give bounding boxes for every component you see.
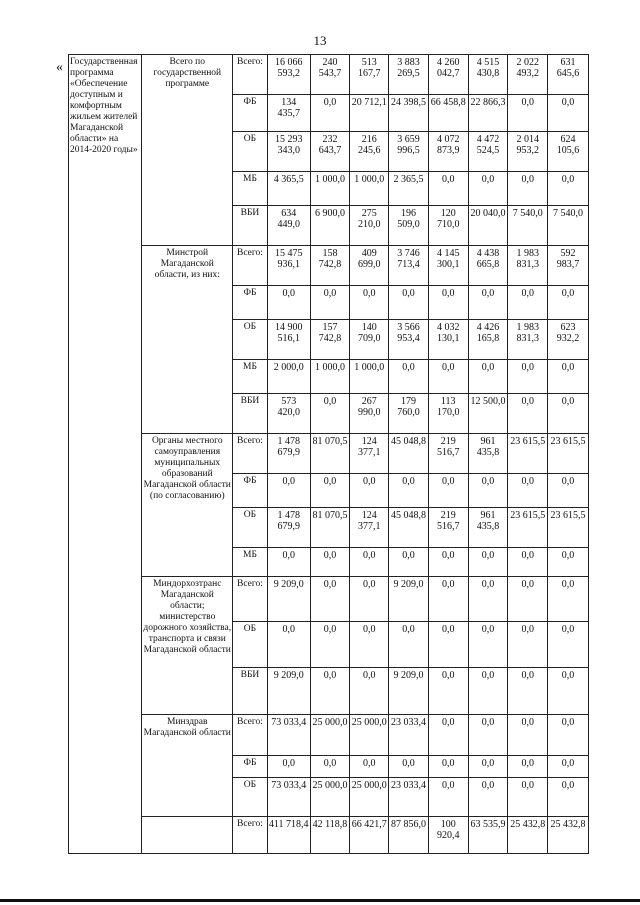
table-row bbox=[69, 246, 589, 286]
amount-cell: 0,0 bbox=[428, 756, 468, 778]
amount-cell: 1 478 679,9 bbox=[267, 434, 310, 474]
amount-cell: 0,0 bbox=[267, 756, 310, 778]
amount-cell: 0,0 bbox=[350, 668, 389, 715]
table-row bbox=[69, 577, 589, 622]
amount-cell: 9 209,0 bbox=[389, 577, 429, 622]
amount-cell: 267 990,0 bbox=[350, 394, 389, 434]
amount-cell: 573 420,0 bbox=[267, 394, 310, 434]
amount-cell: 592 983,7 bbox=[548, 246, 589, 286]
amount-cell: 0,0 bbox=[548, 360, 589, 394]
amount-cell: 12 500,0 bbox=[468, 394, 508, 434]
amount-cell: 0,0 bbox=[548, 668, 589, 715]
amount-cell: 120 710,0 bbox=[428, 206, 468, 246]
amount-cell: 0,0 bbox=[468, 778, 508, 817]
amount-cell: 0,0 bbox=[428, 778, 468, 817]
amount-cell: 961 435,8 bbox=[468, 508, 508, 548]
funding-source: ФБ bbox=[233, 474, 268, 508]
amount-cell: 0,0 bbox=[350, 474, 389, 508]
amount-cell: 15 293 343,0 bbox=[267, 132, 310, 172]
funding-source: МБ bbox=[233, 360, 268, 394]
amount-cell: 23 033,4 bbox=[389, 778, 429, 817]
amount-cell: 0,0 bbox=[310, 394, 350, 434]
amount-cell: 25 000,0 bbox=[350, 715, 389, 756]
amount-cell: 3 746 713,4 bbox=[389, 246, 429, 286]
amount-cell: 1 478 679,9 bbox=[267, 508, 310, 548]
amount-cell: 0,0 bbox=[310, 548, 350, 577]
amount-cell: 73 033,4 bbox=[267, 778, 310, 817]
funding-source: ВБИ bbox=[233, 394, 268, 434]
amount-cell: 1 983 831,3 bbox=[508, 320, 548, 360]
amount-cell: 219 516,7 bbox=[428, 434, 468, 474]
amount-cell: 0,0 bbox=[428, 474, 468, 508]
funding-source: МБ bbox=[233, 548, 268, 577]
amount-cell: 124 377,1 bbox=[350, 434, 389, 474]
amount-cell: 140 709,0 bbox=[350, 320, 389, 360]
amount-cell: 23 615,5 bbox=[508, 434, 548, 474]
amount-cell: 0,0 bbox=[310, 756, 350, 778]
amount-cell: 0,0 bbox=[468, 622, 508, 668]
amount-cell: 23 615,5 bbox=[508, 508, 548, 548]
amount-cell: 0,0 bbox=[508, 95, 548, 132]
amount-cell: 0,0 bbox=[508, 756, 548, 778]
amount-cell: 0,0 bbox=[310, 474, 350, 508]
funding-source: ОБ bbox=[233, 320, 268, 360]
amount-cell: 0,0 bbox=[350, 756, 389, 778]
amount-cell: 0,0 bbox=[548, 756, 589, 778]
amount-cell: 623 932,2 bbox=[548, 320, 589, 360]
amount-cell: 4 260 042,7 bbox=[428, 55, 468, 95]
amount-cell: 0,0 bbox=[508, 622, 548, 668]
amount-cell: 0,0 bbox=[468, 577, 508, 622]
amount-cell: 0,0 bbox=[548, 715, 589, 756]
amount-cell: 232 643,7 bbox=[310, 132, 350, 172]
amount-cell: 124 377,1 bbox=[350, 508, 389, 548]
amount-cell: 4 365,5 bbox=[267, 172, 310, 206]
amount-cell: 0,0 bbox=[310, 95, 350, 132]
amount-cell: 9 209,0 bbox=[267, 577, 310, 622]
amount-cell: 45 048,8 bbox=[389, 508, 429, 548]
amount-cell: 81 070,5 bbox=[310, 508, 350, 548]
funding-source: ФБ bbox=[233, 756, 268, 778]
amount-cell: 25 432,8 bbox=[508, 817, 548, 854]
amount-cell: 624 105,6 bbox=[548, 132, 589, 172]
amount-cell: 6 900,0 bbox=[310, 206, 350, 246]
amount-cell: 0,0 bbox=[508, 668, 548, 715]
amount-cell: 0,0 bbox=[350, 286, 389, 320]
amount-cell: 73 033,4 bbox=[267, 715, 310, 756]
amount-cell: 0,0 bbox=[508, 286, 548, 320]
amount-cell: 16 066 593,2 bbox=[267, 55, 310, 95]
amount-cell: 0,0 bbox=[389, 360, 429, 394]
funding-source: Всего: bbox=[233, 715, 268, 756]
funding-source: Всего: bbox=[233, 577, 268, 622]
amount-cell: 66 421,7 bbox=[350, 817, 389, 854]
amount-cell: 0,0 bbox=[508, 548, 548, 577]
amount-cell: 20 040,0 bbox=[468, 206, 508, 246]
amount-cell: 1 983 831,3 bbox=[508, 246, 548, 286]
amount-cell: 24 398,5 bbox=[389, 95, 429, 132]
amount-cell: 22 866,3 bbox=[468, 95, 508, 132]
amount-cell: 0,0 bbox=[548, 622, 589, 668]
amount-cell: 0,0 bbox=[508, 577, 548, 622]
page-number: 13 bbox=[313, 33, 327, 48]
amount-cell: 0,0 bbox=[468, 756, 508, 778]
amount-cell: 81 070,5 bbox=[310, 434, 350, 474]
amount-cell: 0,0 bbox=[508, 474, 548, 508]
funding-source: ОБ bbox=[233, 508, 268, 548]
amount-cell: 63 535,9 bbox=[468, 817, 508, 854]
amount-cell: 2 000,0 bbox=[267, 360, 310, 394]
amount-cell: 0,0 bbox=[428, 715, 468, 756]
amount-cell: 411 718,4 bbox=[267, 817, 310, 854]
amount-cell: 4 438 665,8 bbox=[468, 246, 508, 286]
funding-source: Всего: bbox=[233, 246, 268, 286]
amount-cell: 0,0 bbox=[508, 394, 548, 434]
amount-cell: 0,0 bbox=[548, 95, 589, 132]
amount-cell: 409 699,0 bbox=[350, 246, 389, 286]
table-row bbox=[69, 55, 589, 95]
amount-cell: 0,0 bbox=[389, 756, 429, 778]
amount-cell: 961 435,8 bbox=[468, 434, 508, 474]
amount-cell: 0,0 bbox=[428, 548, 468, 577]
amount-cell: 1 000,0 bbox=[310, 360, 350, 394]
amount-cell: 0,0 bbox=[468, 286, 508, 320]
amount-cell: 134 435,7 bbox=[267, 95, 310, 132]
funding-source: ФБ bbox=[233, 95, 268, 132]
amount-cell: 3 566 953,4 bbox=[389, 320, 429, 360]
amount-cell: 0,0 bbox=[428, 172, 468, 206]
funding-source: Всего: bbox=[233, 55, 268, 95]
funding-source: МБ bbox=[233, 172, 268, 206]
amount-cell: 0,0 bbox=[267, 474, 310, 508]
amount-cell: 1 000,0 bbox=[350, 172, 389, 206]
amount-cell: 0,0 bbox=[468, 715, 508, 756]
funding-source: Всего: bbox=[233, 434, 268, 474]
amount-cell: 25 000,0 bbox=[350, 778, 389, 817]
amount-cell: 23 615,5 bbox=[548, 508, 589, 548]
amount-cell: 7 540,0 bbox=[508, 206, 548, 246]
amount-cell: 631 645,6 bbox=[548, 55, 589, 95]
amount-cell: 0,0 bbox=[548, 577, 589, 622]
amount-cell: 23 615,5 bbox=[548, 434, 589, 474]
amount-cell: 0,0 bbox=[310, 286, 350, 320]
amount-cell: 14 900 516,1 bbox=[267, 320, 310, 360]
amount-cell: 0,0 bbox=[548, 474, 589, 508]
amount-cell: 0,0 bbox=[508, 715, 548, 756]
amount-cell: 0,0 bbox=[389, 286, 429, 320]
amount-cell: 196 509,0 bbox=[389, 206, 429, 246]
amount-cell: 2 014 953,2 bbox=[508, 132, 548, 172]
amount-cell: 4 145 300,1 bbox=[428, 246, 468, 286]
amount-cell: 158 742,8 bbox=[310, 246, 350, 286]
amount-cell: 25 432,8 bbox=[548, 817, 589, 854]
program-title: Государственная программа «Обеспечение доступным и комфортным жильем жителей Магаданской области» на 2014-2020 годы» bbox=[69, 55, 142, 854]
amount-cell: 0,0 bbox=[548, 548, 589, 577]
amount-cell: 0,0 bbox=[468, 360, 508, 394]
executor-name: Всего по государственной программе bbox=[142, 55, 233, 246]
amount-cell: 0,0 bbox=[350, 577, 389, 622]
amount-cell: 1 000,0 bbox=[310, 172, 350, 206]
amount-cell: 219 516,7 bbox=[428, 508, 468, 548]
funding-source: ОБ bbox=[233, 132, 268, 172]
amount-cell: 0,0 bbox=[389, 474, 429, 508]
amount-cell: 42 118,8 bbox=[310, 817, 350, 854]
amount-cell: 113 170,0 bbox=[428, 394, 468, 434]
amount-cell: 0,0 bbox=[548, 394, 589, 434]
amount-cell: 87 856,0 bbox=[389, 817, 429, 854]
amount-cell: 0,0 bbox=[350, 622, 389, 668]
amount-cell: 0,0 bbox=[267, 286, 310, 320]
amount-cell: 513 167,7 bbox=[350, 55, 389, 95]
executor-name bbox=[142, 817, 233, 854]
amount-cell: 100 920,4 bbox=[428, 817, 468, 854]
funding-source: ОБ bbox=[233, 622, 268, 668]
funding-source: Всего: bbox=[233, 817, 268, 854]
funding-source: ВБИ bbox=[233, 206, 268, 246]
amount-cell: 0,0 bbox=[548, 286, 589, 320]
amount-cell: 0,0 bbox=[468, 548, 508, 577]
amount-cell: 0,0 bbox=[428, 577, 468, 622]
amount-cell: 15 475 936,1 bbox=[267, 246, 310, 286]
amount-cell: 157 742,8 bbox=[310, 320, 350, 360]
amount-cell: 7 540,0 bbox=[548, 206, 589, 246]
budget-table bbox=[68, 54, 589, 854]
amount-cell: 0,0 bbox=[508, 360, 548, 394]
amount-cell: 0,0 bbox=[389, 548, 429, 577]
executor-name: Минздрав Магаданской области bbox=[142, 715, 233, 817]
amount-cell: 2 365,5 bbox=[389, 172, 429, 206]
amount-cell: 23 033,4 bbox=[389, 715, 429, 756]
amount-cell: 3 883 269,5 bbox=[389, 55, 429, 95]
amount-cell: 0,0 bbox=[428, 360, 468, 394]
amount-cell: 216 245,6 bbox=[350, 132, 389, 172]
amount-cell: 275 210,0 bbox=[350, 206, 389, 246]
funding-source: ОБ bbox=[233, 778, 268, 817]
executor-name: Миндорхозтранс Магаданской области; министерство дорожного хозяйства, транспорта и связи Магаданской области bbox=[142, 577, 233, 715]
bottom-rule bbox=[0, 899, 640, 902]
amount-cell: 0,0 bbox=[310, 668, 350, 715]
amount-cell: 1 000,0 bbox=[350, 360, 389, 394]
amount-cell: 9 209,0 bbox=[389, 668, 429, 715]
amount-cell: 25 000,0 bbox=[310, 778, 350, 817]
amount-cell: 0,0 bbox=[267, 548, 310, 577]
amount-cell: 240 543,7 bbox=[310, 55, 350, 95]
amount-cell: 9 209,0 bbox=[267, 668, 310, 715]
amount-cell: 634 449,0 bbox=[267, 206, 310, 246]
opening-quote-mark: « bbox=[56, 60, 63, 75]
amount-cell: 45 048,8 bbox=[389, 434, 429, 474]
amount-cell: 0,0 bbox=[428, 286, 468, 320]
amount-cell: 0,0 bbox=[468, 172, 508, 206]
amount-cell: 0,0 bbox=[267, 622, 310, 668]
amount-cell: 0,0 bbox=[468, 668, 508, 715]
amount-cell: 179 760,0 bbox=[389, 394, 429, 434]
table-row bbox=[69, 715, 589, 756]
amount-cell: 0,0 bbox=[389, 622, 429, 668]
funding-source: ФБ bbox=[233, 286, 268, 320]
amount-cell: 4 515 430,8 bbox=[468, 55, 508, 95]
amount-cell: 0,0 bbox=[310, 622, 350, 668]
amount-cell: 0,0 bbox=[508, 172, 548, 206]
amount-cell: 4 072 873,9 bbox=[428, 132, 468, 172]
table-row bbox=[69, 817, 589, 854]
executor-name: Органы местного самоуправления муниципальных образований Магаданской области (по согласованию) bbox=[142, 434, 233, 577]
amount-cell: 0,0 bbox=[428, 622, 468, 668]
amount-cell: 0,0 bbox=[508, 778, 548, 817]
amount-cell: 2 022 493,2 bbox=[508, 55, 548, 95]
amount-cell: 0,0 bbox=[310, 577, 350, 622]
amount-cell: 4 032 130,1 bbox=[428, 320, 468, 360]
amount-cell: 25 000,0 bbox=[310, 715, 350, 756]
funding-source: ВБИ bbox=[233, 668, 268, 715]
amount-cell: 4 472 524,5 bbox=[468, 132, 508, 172]
amount-cell: 0,0 bbox=[548, 778, 589, 817]
executor-name: Минстрой Магаданской области, из них: bbox=[142, 246, 233, 434]
amount-cell: 0,0 bbox=[428, 668, 468, 715]
table-row bbox=[69, 434, 589, 474]
amount-cell: 4 426 165,8 bbox=[468, 320, 508, 360]
amount-cell: 0,0 bbox=[350, 548, 389, 577]
amount-cell: 3 659 996,5 bbox=[389, 132, 429, 172]
amount-cell: 0,0 bbox=[548, 172, 589, 206]
amount-cell: 20 712,1 bbox=[350, 95, 389, 132]
amount-cell: 0,0 bbox=[468, 474, 508, 508]
amount-cell: 66 458,8 bbox=[428, 95, 468, 132]
